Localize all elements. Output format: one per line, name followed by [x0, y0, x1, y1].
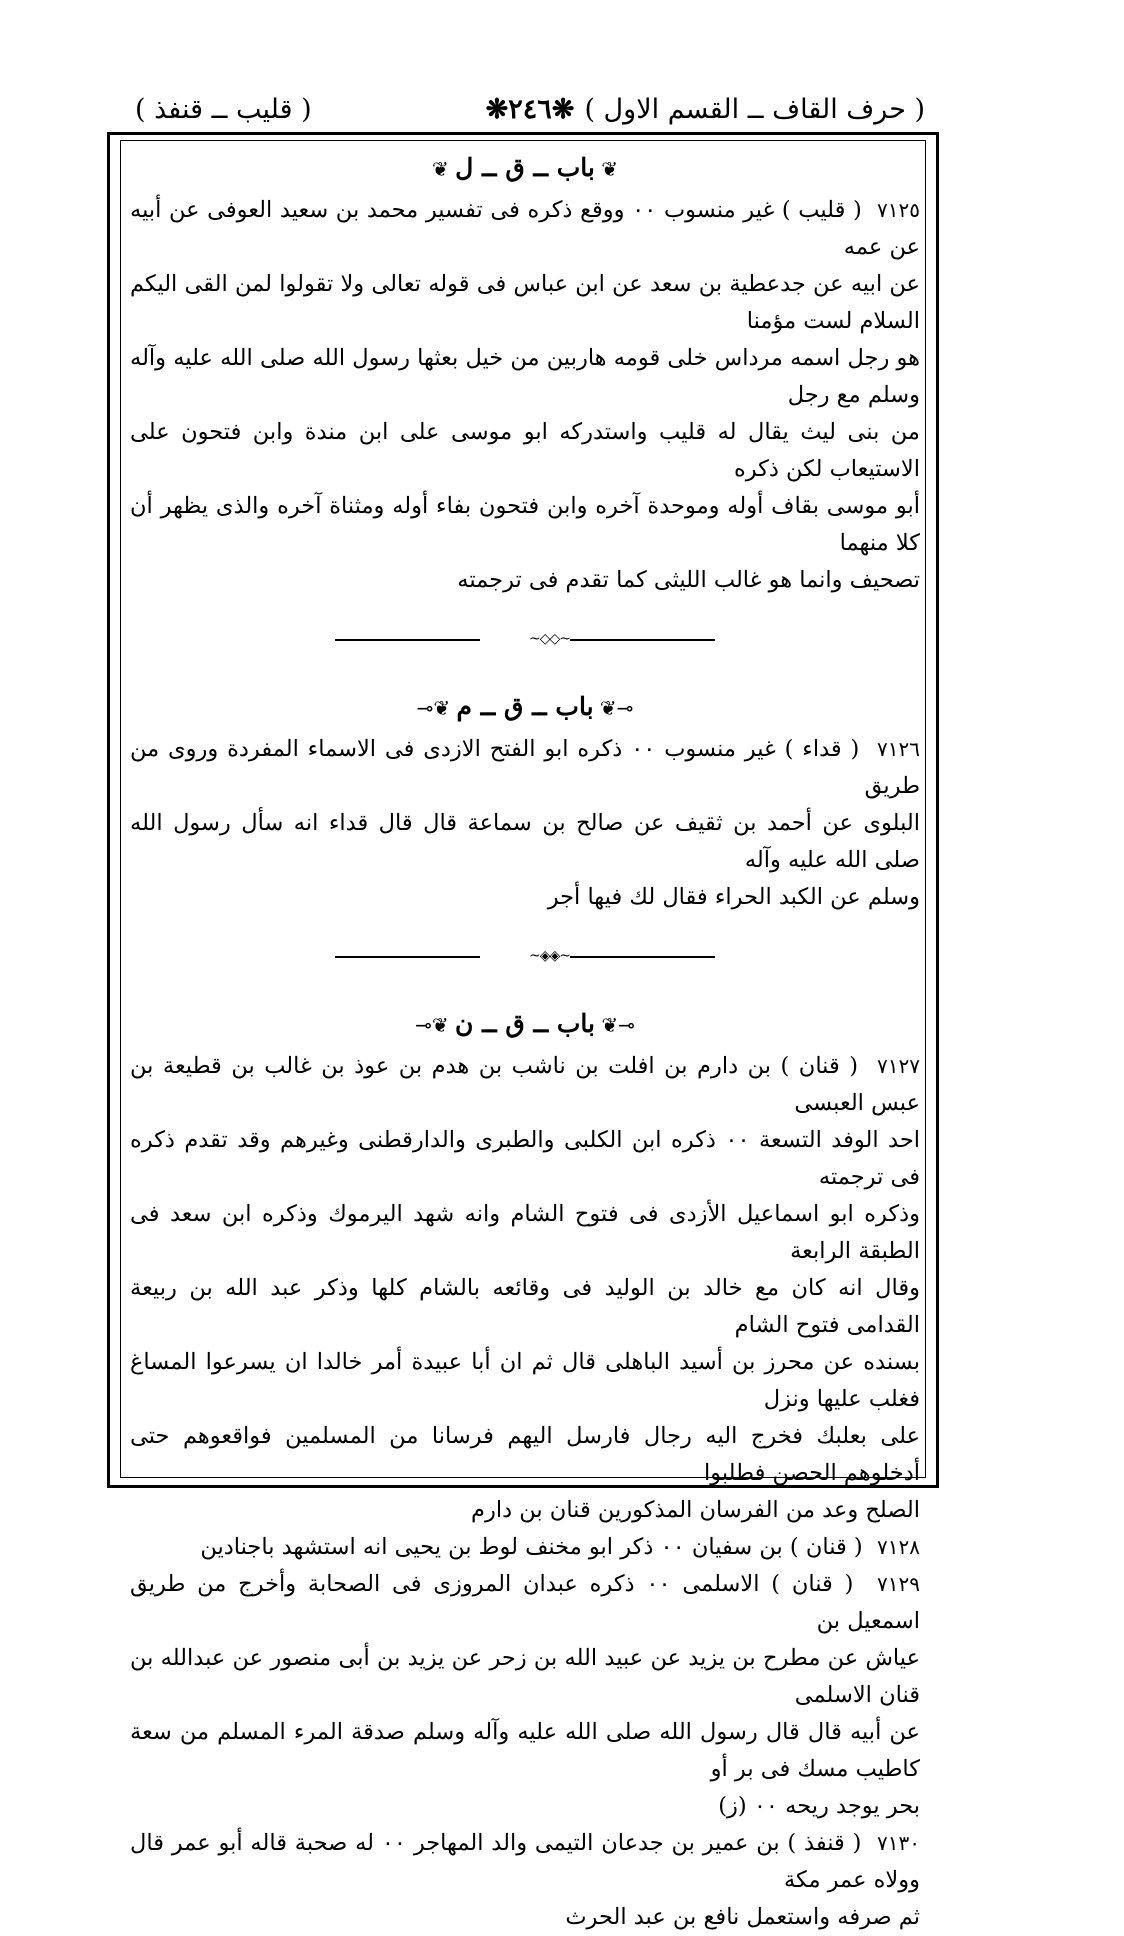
header-chapter-title: ( حرف القاف ــ القسم الاول ): [584, 94, 925, 125]
section-title-qaf-nun: [130, 1000, 920, 1048]
entry-number: ٧١٢٧: [877, 1054, 920, 1078]
entry-line: على بعلبك فخرج اليه رجال فارسل اليهم فرسانا من المسلمين فواقعوهم حتى أدخلوهم الحصن فطلبوا: [130, 1423, 920, 1486]
page-header: [135, 90, 925, 130]
page-body: [130, 144, 920, 1936]
entry-7129: [130, 1566, 920, 1825]
entry-line: بحر يوجد ريحه ٠٠ (ز): [718, 1793, 920, 1819]
entry-number: ٧١٢٨: [877, 1535, 920, 1559]
entry-number: ٧١٣٠: [877, 1831, 920, 1855]
ornament-icon: ❦⊸: [415, 1013, 455, 1037]
entry-line: أبو موسى بقاف أوله وموحدة آخره وابن فتحون بفاء أوله ومثناة آخره والذى يظهر أن كلا منهما: [130, 493, 920, 556]
divider-ornament-icon: ~◈◈~: [480, 949, 570, 963]
section-divider: [335, 944, 715, 970]
header-entry-range: ( قليب ــ قنفذ ): [135, 94, 312, 125]
entry-line: ثم صرفه واستعمل نافع بن عبد الحرث: [565, 1904, 920, 1930]
section-title-text: باب ــ ق ــ ل: [455, 153, 595, 182]
entry-line: وسلم عن الكبد الحراء فقال لك فيها أجر: [547, 884, 920, 910]
entry-line: [130, 1825, 920, 1899]
entry-text: ( قنان ) بن دارم بن افلت بن ناشب بن هدم بن عوذ بن غالب بن قطيعة بن عبس العبسى: [130, 1053, 920, 1116]
entry-7127: [130, 1048, 920, 1529]
entry-line: [130, 1529, 920, 1566]
ornament-icon: ⊸❦: [594, 1013, 635, 1037]
entry-text: ( قنان ) بن سفيان ٠٠ ذكر ابو مخنف لوط بن يحيى انه استشهد باجنادين: [200, 1534, 863, 1560]
entry-line: وذكره ابو اسماعيل الأزدى فى فتوح الشام وانه شهد اليرموك وذكره ابن سعد فى الطبقة الرابعة: [130, 1201, 920, 1264]
entry-line: من بنى ليث يقال له قليب واستدركه ابو موسى على ابن مندة وابن فتحون على الاستيعاب لكن ذكره: [130, 419, 920, 482]
entry-line: عن ابيه عن جدعطية بن سعد عن ابن عباس فى قوله تعالى ولا تقولوا لمن القى اليكم السلام لست مؤمنا: [130, 271, 920, 334]
entry-7130: [130, 1825, 920, 1936]
entry-line: الصلح وعد من الفرسان المذكورين قنان بن دارم: [471, 1497, 920, 1523]
entry-text: ( قليب ) غير منسوب ٠٠ ووقع ذكره فى تفسير محمد بن سعيد العوفى عن أبيه عن عمه: [130, 197, 920, 260]
entry-line: احد الوفد التسعة ٠٠ ذكره ابن الكلبى والطبرى والدارقطنى وغيرهم وقد تقدم ذكره فى ترجمته: [130, 1127, 921, 1190]
entry-line: عياش عن مطرح بن يزيد عن عبيد الله بن زحر عن يزيد بن أبى منصور عن عبدالله بن قنان الاسلمى: [130, 1645, 920, 1708]
entry-line: البلوى عن أحمد بن ثقيف عن صالح بن سماعة قال قال قداء انه سأل رسول الله صلى الله عليه وآله: [130, 810, 920, 873]
entry-line: وقال انه كان مع خالد بن الوليد فى وقائعه بالشام كلها وذكر عبد الله بن ربيعة القدامى فتوح الشام: [130, 1275, 920, 1338]
entry-number: ٧١٢٩: [877, 1572, 920, 1596]
page-number: ❋٢٤٦❋: [485, 94, 575, 125]
section-title-qaf-lam: [130, 144, 920, 192]
entry-number: ٧١٢٦: [877, 737, 920, 761]
entry-text: ( قنفذ ) بن عمير بن جدعان التيمى والد المهاجر ٠٠ له صحبة قاله أبو عمر قال وولاه عمر مكة: [130, 1830, 920, 1893]
entry-line: [130, 731, 920, 805]
entry-text: ( قنان ) الاسلمى ٠٠ ذكره عبدان المروزى فى الصحابة وأخرج من طريق اسمعيل بن: [130, 1571, 920, 1634]
section-title-qaf-mim: [130, 683, 920, 731]
entry-text: ( قداء ) غير منسوب ٠٠ ذكره ابو الفتح الازدى فى الاسماء المفردة وروى من طريق: [130, 736, 920, 799]
entry-7126: [130, 731, 920, 916]
entry-line: [130, 192, 920, 266]
ornament-icon: ❦: [431, 157, 456, 181]
ornament-icon: ⊸❦: [593, 696, 634, 720]
entry-line: هو رجل اسمه مرداس خلى قومه هاربين من خيل بعثها رسول الله صلى الله عليه وآله وسلم مع رجل: [130, 345, 920, 408]
ornament-icon: ❦: [594, 157, 619, 181]
entry-number: ٧١٢٥: [877, 198, 920, 222]
section-title-text: باب ــ ق ــ م: [456, 692, 594, 721]
entry-line: عن أبيه قال قال رسول الله صلى الله عليه وآله وسلم صدقة المرء المسلم من سعة كاطيب مسك فى بر أو: [130, 1719, 920, 1782]
divider-ornament-icon: ~◇◇~: [480, 632, 570, 646]
ornament-icon: ❦⊸: [416, 696, 457, 720]
page-number-value: ٢٤٦: [508, 94, 552, 125]
entry-7125: [130, 192, 920, 599]
entry-line: [130, 1048, 920, 1122]
entry-7128: [130, 1529, 920, 1566]
section-divider: [335, 627, 715, 653]
section-title-text: باب ــ ق ــ ن: [455, 1009, 595, 1038]
entry-line: [130, 1566, 920, 1640]
entry-line: بسنده عن محرز بن أسيد الباهلى قال ثم ان أبا عبيدة أمر خالدا ان يسرعوا المساغ فغلب عليها ونزل: [130, 1349, 920, 1412]
entry-line: تصحيف وانما هو غالب الليثى كما تقدم فى ترجمته: [457, 567, 920, 593]
